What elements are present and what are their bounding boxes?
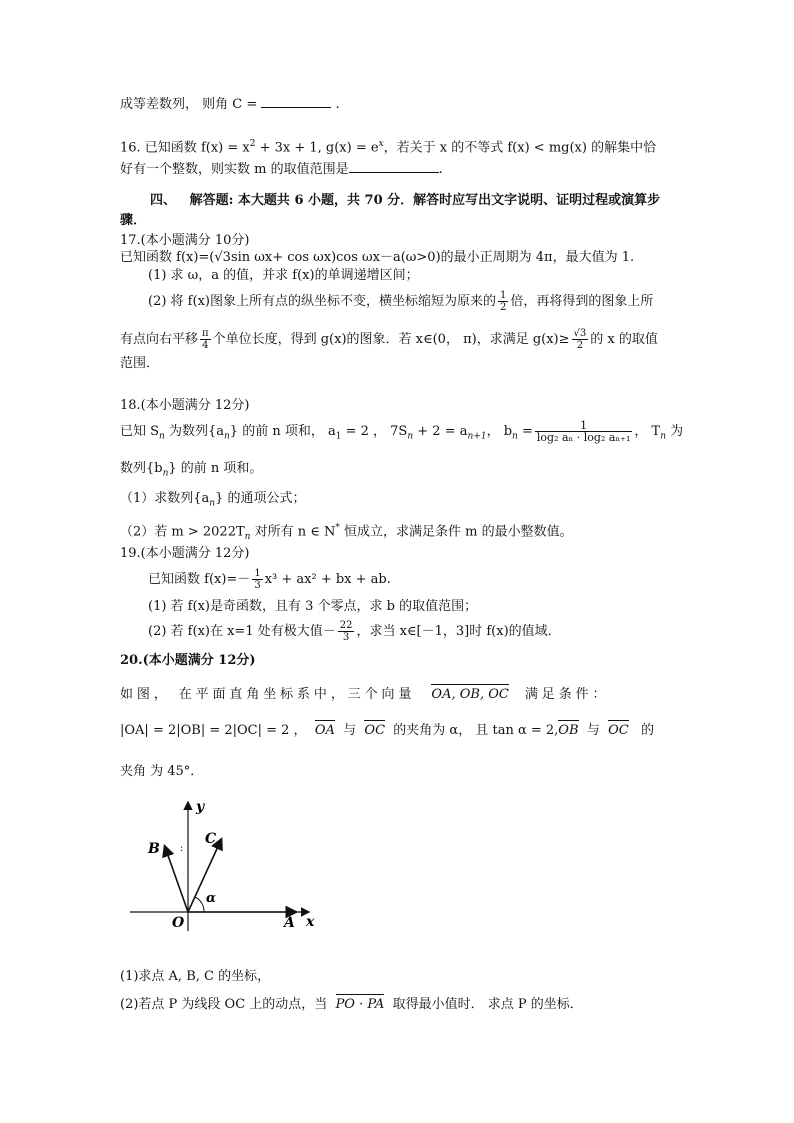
label-B: B <box>148 841 160 857</box>
fraction: $\frac{22}{3}$ <box>339 620 353 643</box>
q18-part-2: （2）若 $m > 2022T_n$ 对所有 n ∈ N* 恒成立，求满足条件 m 的最小整数值。 <box>120 523 573 542</box>
label-C: C <box>205 831 217 847</box>
fraction: $\frac{1}{2}$ <box>499 290 507 313</box>
q20-part-1: (1)求点 A, B, C 的坐标， <box>120 969 271 984</box>
q19-part-1: (1) 若 f(x)是奇函数，且有 3 个零点，求 b 的取值范围； <box>148 599 478 614</box>
q20-line-2: |OA| = 2|OB| = 2|OC| = 2 ， OA 与 OC 的夹角为 α， 且 tan α = 2,OB 与 OC 的 <box>120 723 655 738</box>
q17-part-2: (2) 将 f(x)图象上所有点的纵坐标不变，横坐标缩短为原来的 $\frac{1}{2}$ 倍，再将得到的图象上所 <box>148 290 654 313</box>
continued-line: 成等差数列， 则角 C = . <box>120 97 340 112</box>
q18-stem-cont: 数列$\{b_n\}$ 的前 n 项和。 <box>120 461 263 479</box>
section-4-title: 四、 解答题: 本大题共 6 小题，共 70 分．解答时应写出文字说明、证明过程或演算步 <box>150 193 661 208</box>
q20-line-1: 如图， 在平面直角坐标系中，三个向量 OA, OB, OC 满足条件： <box>120 687 610 702</box>
q16-line-1: 16. 已知函数 $f(x) = x^2 + 3x + 1$, $g(x) = e^x$，若关于 x 的不等式 f(x) < mg(x) 的解集中恰 <box>120 139 657 156</box>
q19-part-2: (2) 若 f(x)在 x=1 处有极大值－ $\frac{22}{3}$ ，求当 x∈[－1，3]时 f(x)的值域． <box>148 620 561 643</box>
q18-stem: 已知 $S_n$ 为数列$\{a_n\}$ 的前 n 项和， $a_1 = 2$ ， $7S_n + 2 = a_{n+1}$， $b_n$ = $\frac{1}{\text{log₂ aₙ · log₂ aₙ₊₁}}$ ， $T_n$ 为 <box>120 419 684 444</box>
fraction: $\frac{√3}{2}$ <box>573 328 587 351</box>
q17-head: 17.(本小题满分 10分) <box>120 233 250 248</box>
answer-blank-15[interactable] <box>261 95 331 108</box>
label-y: y <box>196 799 205 815</box>
q17-stem: 已知函数 f(x)=(√3sin ωx+ cos ωx)cos ωx－a(ω>0)的最小正周期为 4π，最大值为 1. <box>120 250 635 265</box>
fraction: $\frac{\pi}{4}$ <box>202 328 209 351</box>
answer-blank-16[interactable] <box>349 160 439 173</box>
q18-head: 18.(本小题满分 12分) <box>120 398 250 413</box>
label-O: O <box>172 915 185 931</box>
q18-part-1: （1）求数列$\{a_n\}$ 的通项公式； <box>120 491 306 509</box>
fraction: $\frac{1}{3}$ <box>254 568 261 591</box>
q17-part-2-end: 范围． <box>120 356 160 371</box>
angle-arc <box>195 897 204 912</box>
q17-part-1: (1) 求 ω，a 的值，并求 f(x)的单调递增区间； <box>148 268 419 283</box>
q19-head: 19.(本小题满分 12分) <box>120 546 250 561</box>
section-4-title-cont: 骤． <box>120 213 147 228</box>
vector-OC <box>188 840 221 912</box>
fraction: $\frac{1}{\text{log₂ aₙ · log₂ aₙ₊₁}}$ <box>536 419 631 444</box>
vector-figure <box>120 795 330 935</box>
label-x: x <box>306 914 315 930</box>
q20-head: 20.(本小题满分 12分) <box>120 653 256 668</box>
q20-line-3: 夹角 为 45°． <box>120 764 204 779</box>
label-alpha: α <box>206 891 217 906</box>
q20-part-2: (2)若点 P 为线段 OC 上的动点，当 PO · PA 取得最小值时． 求点 P 的坐标． <box>120 997 583 1012</box>
q17-part-2-cont: 有点向右平移 $\frac{\pi}{4}$ 个单位长度，得到 g(x)的图象．若 x∈(0， π)，求满足 g(x)≥ $\frac{√3}{2}$ 的 x 的取值 <box>120 328 658 351</box>
q19-stem: 已知函数 f(x)=－ $\frac{1}{3}$ x³ + ax² + bx + ab. <box>148 568 391 591</box>
q16-line-2: 好有一个整数，则实数 m 的取值范围是 . <box>120 162 443 177</box>
label-colon: : <box>180 843 184 854</box>
vector-OB <box>165 847 188 912</box>
label-A: A <box>284 915 295 931</box>
